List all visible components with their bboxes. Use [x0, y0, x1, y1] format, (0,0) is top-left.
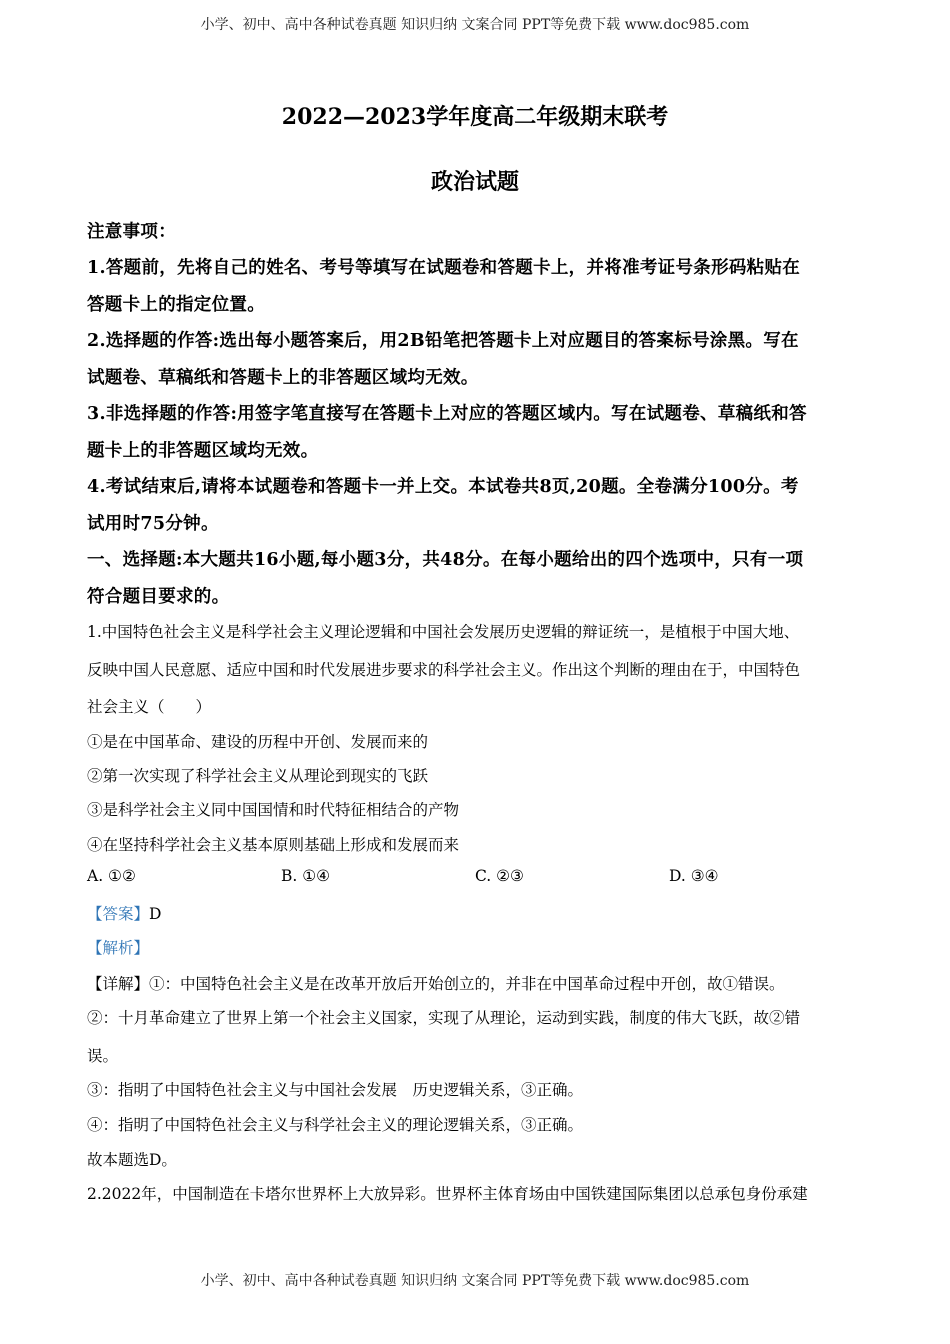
note-line: 4.考试结束后,请将本试题卷和答题卡一并上交。本试卷共8页,20题。全卷满分100分。考: [87, 477, 799, 497]
answer-label: 【答案】: [87, 905, 150, 923]
page-header: 小学、初中、高中各种试卷真题 知识归纳 文案合同 PPT等免费下载 www.doc985.com: [200, 17, 750, 33]
option-a: A. ①②: [87, 867, 136, 885]
explanation-line: 误。: [87, 1047, 119, 1065]
question-stem: 2.2022年，中国制造在卡塔尔世界杯上大放异彩。世界杯主体育场由中国铁建国际集团以总承包身份承建: [87, 1185, 808, 1203]
analysis-label: 【解析】: [87, 939, 150, 957]
answer-value: D: [149, 905, 162, 923]
statement: ③是科学社会主义同中国国情和时代特征相结合的产物: [87, 801, 460, 819]
explanation-line: 故本题选D。: [87, 1151, 177, 1169]
note-line: 试题卷、草稿纸和答题卡上的非答题区域均无效。: [87, 368, 479, 388]
notes-heading: 注意事项：: [87, 222, 176, 242]
answer-row: [87, 902, 161, 924]
section-heading: 符合题目要求的。: [87, 587, 230, 607]
question-stem: 1.中国特色社会主义是科学社会主义理论逻辑和中国社会发展历史逻辑的辩证统一，是植根于中国大地、: [87, 623, 800, 641]
explanation-line: 【详解】①：中国特色社会主义是在改革开放后开始创立的，并非在中国革命过程中开创，故①错误。: [87, 975, 785, 993]
explanation-line: ④：指明了中国特色社会主义与科学社会主义的理论逻辑关系，③正确。: [87, 1116, 584, 1134]
note-line: 答题卡上的指定位置。: [87, 295, 265, 315]
option-c: C. ②③: [475, 867, 524, 885]
statement: ①是在中国革命、建设的历程中开创、发展而来的: [87, 733, 429, 751]
question-stem: 社会主义（ ）: [87, 698, 212, 716]
note-line: 1.答题前，先将自己的姓名、考号等填写在试题卷和答题卡上，并将准考证号条形码粘贴在: [87, 258, 801, 278]
question-stem: 反映中国人民意愿、适应中国和时代发展进步要求的科学社会主义。作出这个判断的理由在于，中国特色: [87, 661, 801, 679]
note-line: 2.选择题的作答:选出每小题答案后，用2B铅笔把答题卡上对应题目的答案标号涂黑。写在: [87, 331, 799, 351]
note-line: 试用时75分钟。: [87, 514, 219, 534]
option-b: B. ①④: [281, 867, 331, 885]
explanation-line: ②：十月革命建立了世界上第一个社会主义国家，实现了从理论，运动到实践，制度的伟大飞跃，故②错: [87, 1009, 801, 1027]
option-d: D. ③④: [669, 867, 719, 885]
page-footer: 小学、初中、高中各种试卷真题 知识归纳 文案合同 PPT等免费下载 www.doc985.com: [200, 1273, 750, 1289]
explanation-line: ③：指明了中国特色社会主义与中国社会发展 历史逻辑关系，③正确。: [87, 1081, 584, 1099]
statement: ②第一次实现了科学社会主义从理论到现实的飞跃: [87, 767, 429, 785]
section-heading: 一、选择题:本大题共16小题,每小题3分，共48分。在每小题给出的四个选项中，只有一项: [87, 550, 804, 570]
note-line: 3.非选择题的作答:用签字笔直接写在答题卡上对应的答题区域内。写在试题卷、草稿纸和答: [87, 404, 807, 424]
exam-subtitle: 政治试题: [430, 169, 519, 195]
note-line: 题卡上的非答题区域均无效。: [87, 441, 319, 461]
statement: ④在坚持科学社会主义基本原则基础上形成和发展而来: [87, 836, 460, 854]
exam-title: 2022—2023学年度高二年级期末联考: [281, 104, 669, 130]
